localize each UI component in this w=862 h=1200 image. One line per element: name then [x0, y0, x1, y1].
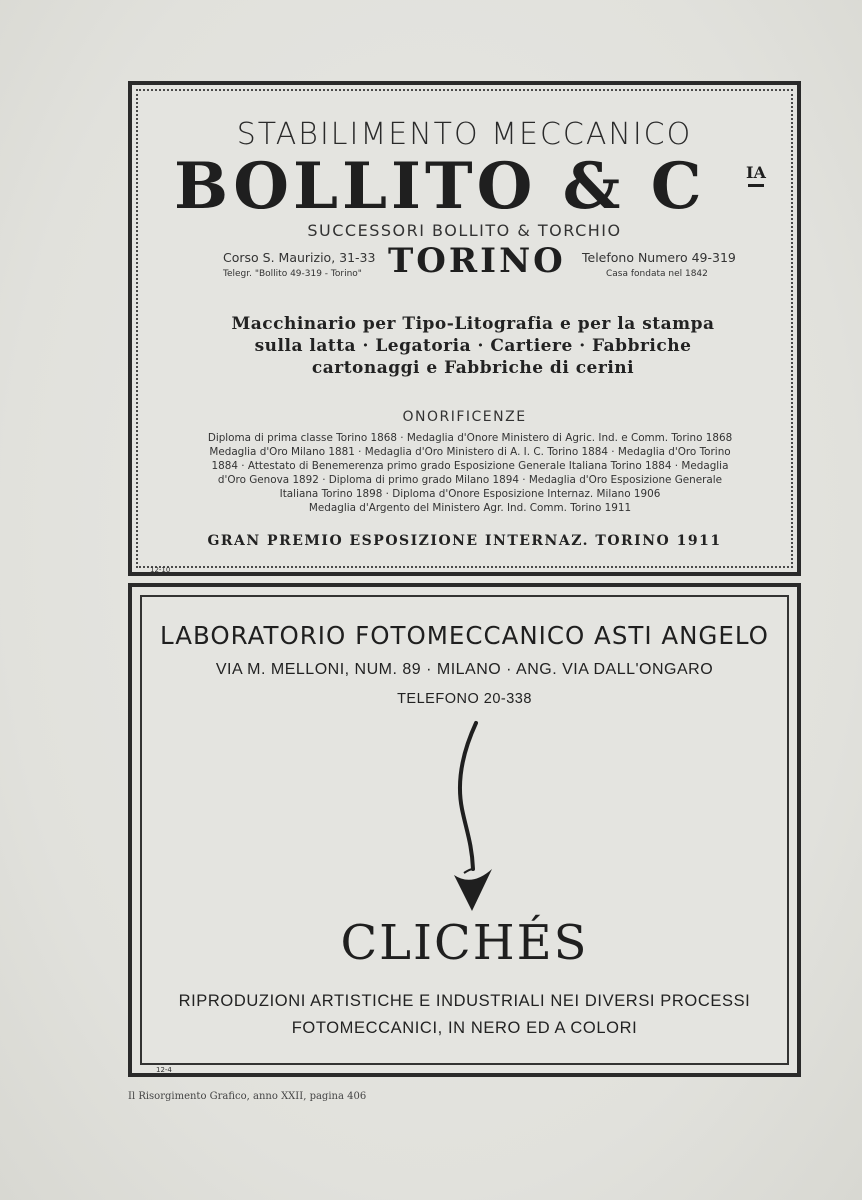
honors-text [174, 431, 766, 515]
company-name: BOLLITO & C [174, 149, 706, 224]
city-name: TORINO [388, 241, 566, 281]
bollito-advertisement [128, 81, 801, 576]
street-address: Corso S. Maurizio, 31-33 [223, 250, 376, 265]
inner-frame [140, 595, 789, 1074]
ad-code: 12-4 [156, 1066, 172, 1074]
dotted-frame [136, 89, 793, 574]
telegraph-address: Telegr. "Bollito 49-319 - Torino" [223, 269, 362, 279]
subtitle-line: FOTOMECCANICI, IN NERO ED A COLORI [291, 1019, 638, 1037]
successors-line: SUCCESSORI BOLLITO & TORCHIO [307, 221, 622, 240]
phone-block [582, 250, 736, 282]
company-suffix: IA [746, 163, 766, 190]
honors-line: Medaglia d'Argento del Ministero Agr. Ind. Comm. Torino 1911 [308, 502, 632, 514]
address-block [223, 250, 375, 282]
phone-number: Telefono Numero 49-319 [582, 250, 736, 265]
laboratory-title: LABORATORIO FOTOMECCANICO ASTI ANGELO [160, 621, 769, 650]
down-arrow-icon [442, 719, 502, 919]
honors-title: ONORIFICENZE [402, 409, 527, 425]
honors-line: 1884 · Attestato di Benemerenza primo grado Esposizione Generale Italiana Torino 1884 · Medaglia [211, 460, 729, 472]
grand-prize: GRAN PREMIO ESPOSIZIONE INTERNAZ. TORINO 1911 [207, 533, 722, 549]
products-text [178, 313, 768, 379]
suffix-underline-icon [746, 182, 766, 190]
products-line: sulla latta · Legatoria · Cartiere · Fabbriche [254, 336, 692, 356]
honors-line: Diploma di prima classe Torino 1868 · Medaglia d'Onore Ministero di Agric. Ind. e Comm. Torino 1868 [207, 432, 733, 444]
honors-line: d'Oro Genova 1892 · Diploma di primo grado Milano 1894 · Medaglia d'Oro Esposizione Generale [217, 474, 723, 486]
laboratory-address: VIA M. MELLONI, NUM. 89 · MILANO · ANG. VIA DALL'ONGARO [215, 661, 714, 678]
cliches-headline: CLICHÉS [340, 915, 589, 971]
heading-stabilimento: STABILIMENTO MECCANICO [236, 117, 693, 152]
honors-line: Medaglia d'Oro Milano 1881 · Medaglia d'Oro Ministero di A. I. C. Torino 1884 · Medaglia d'Oro Torino [209, 446, 731, 458]
asti-advertisement [128, 583, 801, 1077]
cliches-subtitle [142, 988, 787, 1042]
founded-note: Casa fondata nel 1842 [606, 269, 708, 279]
products-line: Macchinario per Tipo-Litografia e per la stampa [231, 314, 715, 334]
subtitle-line: RIPRODUZIONI ARTISTICHE E INDUSTRIALI NEI DIVERSI PROCESSI [178, 992, 751, 1010]
page-footer: Il Risorgimento Grafico, anno XXII, pagina 406 [128, 1091, 367, 1102]
honors-line: Italiana Torino 1898 · Diploma d'Onore Esposizione Internaz. Milano 1906 [279, 488, 661, 500]
laboratory-phone: TELEFONO 20-338 [397, 691, 532, 707]
products-line: cartonaggi e Fabbriche di cerini [311, 358, 635, 378]
ad-code: 12-10 [150, 566, 171, 574]
